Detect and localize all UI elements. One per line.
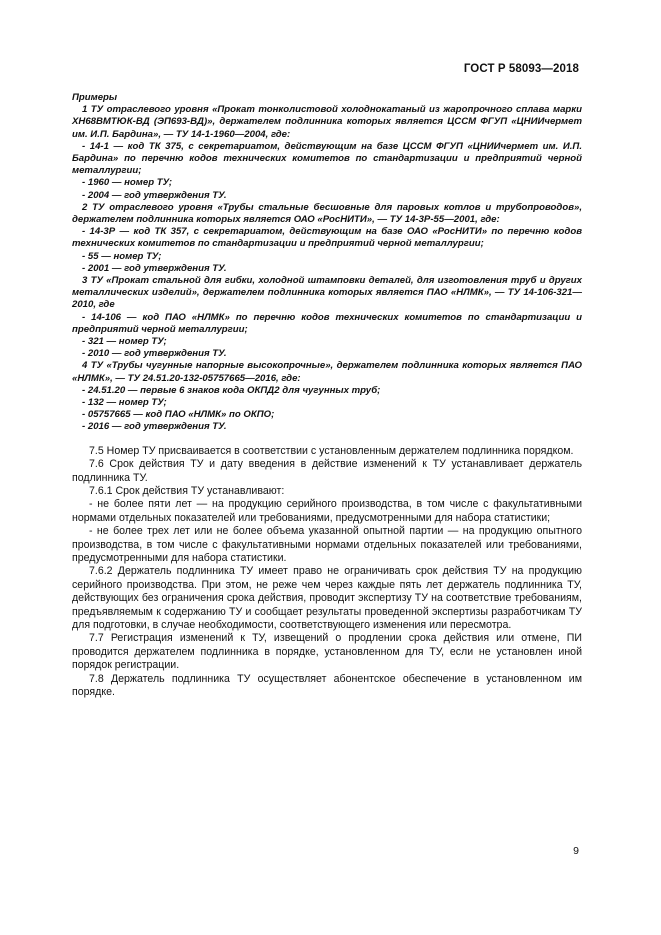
paragraph-7-7: 7.7 Регистрация изменений к ТУ, извещений о продлении срока действия или отмене, ПИ проводится держателем подлинника в порядке, установленном для ТУ, если не установлен иной порядок регистрации. [72, 632, 582, 672]
page-content [72, 92, 582, 699]
example-line: - 1960 — номер ТУ; [82, 177, 173, 189]
paragraph-7-6-2: 7.6.2 Держатель подлинника ТУ имеет право не ограничивать срок действия ТУ на продукцию серийного производства. При этом, не реже чем через каждые пять лет держатель подлинника ТУ, действующих без ограничения срока действия, проводит экспертизу ТУ на соответствие требованиям, предъявляемым к содержанию ТУ и сообщает результаты проведенной экспертизы разработчикам ТУ для подготовки, в случае необходимости, соответствующего изменения или пересмотра. [72, 565, 582, 631]
example-line: - 14-106 — код ПАО «НЛМК» по перечню кодов технических комитетов по стандартизации и предприятий черной металлургии; [72, 311, 582, 335]
example-line: - 132 — номер ТУ; [82, 397, 167, 409]
example-line: - 2001 — год утверждения ТУ. [82, 262, 227, 274]
example-line: - 2010 — год утверждения ТУ. [82, 348, 227, 360]
examples-block [72, 92, 582, 434]
paragraph-list-item: - не более трех лет или не более объема указанной опытной партии — на продукцию опытного производства, в том числе с факультативными нормами отдельных показателей или требованиями, предусмотренными для набора статистики. [72, 525, 582, 564]
example-line: 3 ТУ «Прокат стальной для гибки, холодной штамповки деталей, для изготовления труб и других металлических изделий», держателем подлинника которых является ПАО «НЛМК», — ТУ 14-106-321—2010, где [72, 275, 582, 311]
examples-title: Примеры [72, 92, 118, 103]
paragraph-7-5: 7.5 Номер ТУ присваивается в соответствии с установленным держателем подлинника порядком. [89, 444, 574, 457]
example-line: - 05757665 — код ПАО «НЛМК» по ОКПО; [82, 409, 275, 421]
example-line: 1 ТУ отраслевого уровня «Прокат тонколистовой холоднокатаный из жаропрочного сплава марки ХН68ВМТЮК-ВД (ЭП693-ВД)», держателем подлинника которых является ЦССМ ФГУП «ЦНИИчермет им. И.П. Бардина», — ТУ 14-1-1960—2004, где: [72, 104, 582, 140]
paragraph-list-item: - не более пяти лет — на продукцию серийного производства, в том числе с факультативными нормами отдельных показателей или требованиями, предусмотренными для набора статистики; [72, 498, 582, 524]
paragraph-7-6: 7.6 Срок действия ТУ и дату введения в действие изменений к ТУ устанавливает держатель подлинника ТУ. [72, 458, 582, 484]
example-line: - 321 — номер ТУ; [82, 336, 167, 348]
example-line: - 24.51.20 — первые 6 знаков кода ОКПД2 для чугунных труб; [82, 384, 381, 396]
example-line: 4 ТУ «Трубы чугунные напорные высокопрочные», держателем подлинника которых является ПАО «НЛМК», — ТУ 24.51.20-132-05757665—2016, где: [72, 360, 582, 384]
page-number: 9 [573, 845, 579, 857]
example-line: 2 ТУ отраслевого уровня «Трубы стальные бесшовные для паровых котлов и трубопроводов», держателем подлинника которых является ОАО «РосНИТИ», — ТУ 14-3Р-55—2001, где: [72, 201, 582, 226]
document-id-header: ГОСТ Р 58093—2018 [463, 63, 579, 75]
main-text [72, 445, 582, 700]
paragraph-7-8: 7.8 Держатель подлинника ТУ осуществляет абонентское обеспечение в установленном им порядке. [72, 672, 582, 698]
example-line: - 14-1 — код ТК 375, с секретариатом, действующим на базе ЦССМ ФГУП «ЦНИИчермет им. И.П. Бардина» по перечню кодов технических комитетов по стандартизации и предприятий черной металлургии; [72, 140, 582, 177]
example-line: - 55 — номер ТУ; [82, 250, 162, 262]
example-line: - 2004 — год утверждения ТУ. [82, 189, 227, 201]
example-line: - 14-3Р — код ТК 357, с секретариатом, действующим на базе ОАО «РосНИТИ» по перечню кодов технических комитетов по стандартизации и предприятий черной металлургии; [72, 226, 582, 250]
paragraph-7-6-1: 7.6.1 Срок действия ТУ устанавливают: [89, 484, 285, 497]
example-line: - 2016 — год утверждения ТУ. [82, 421, 227, 433]
